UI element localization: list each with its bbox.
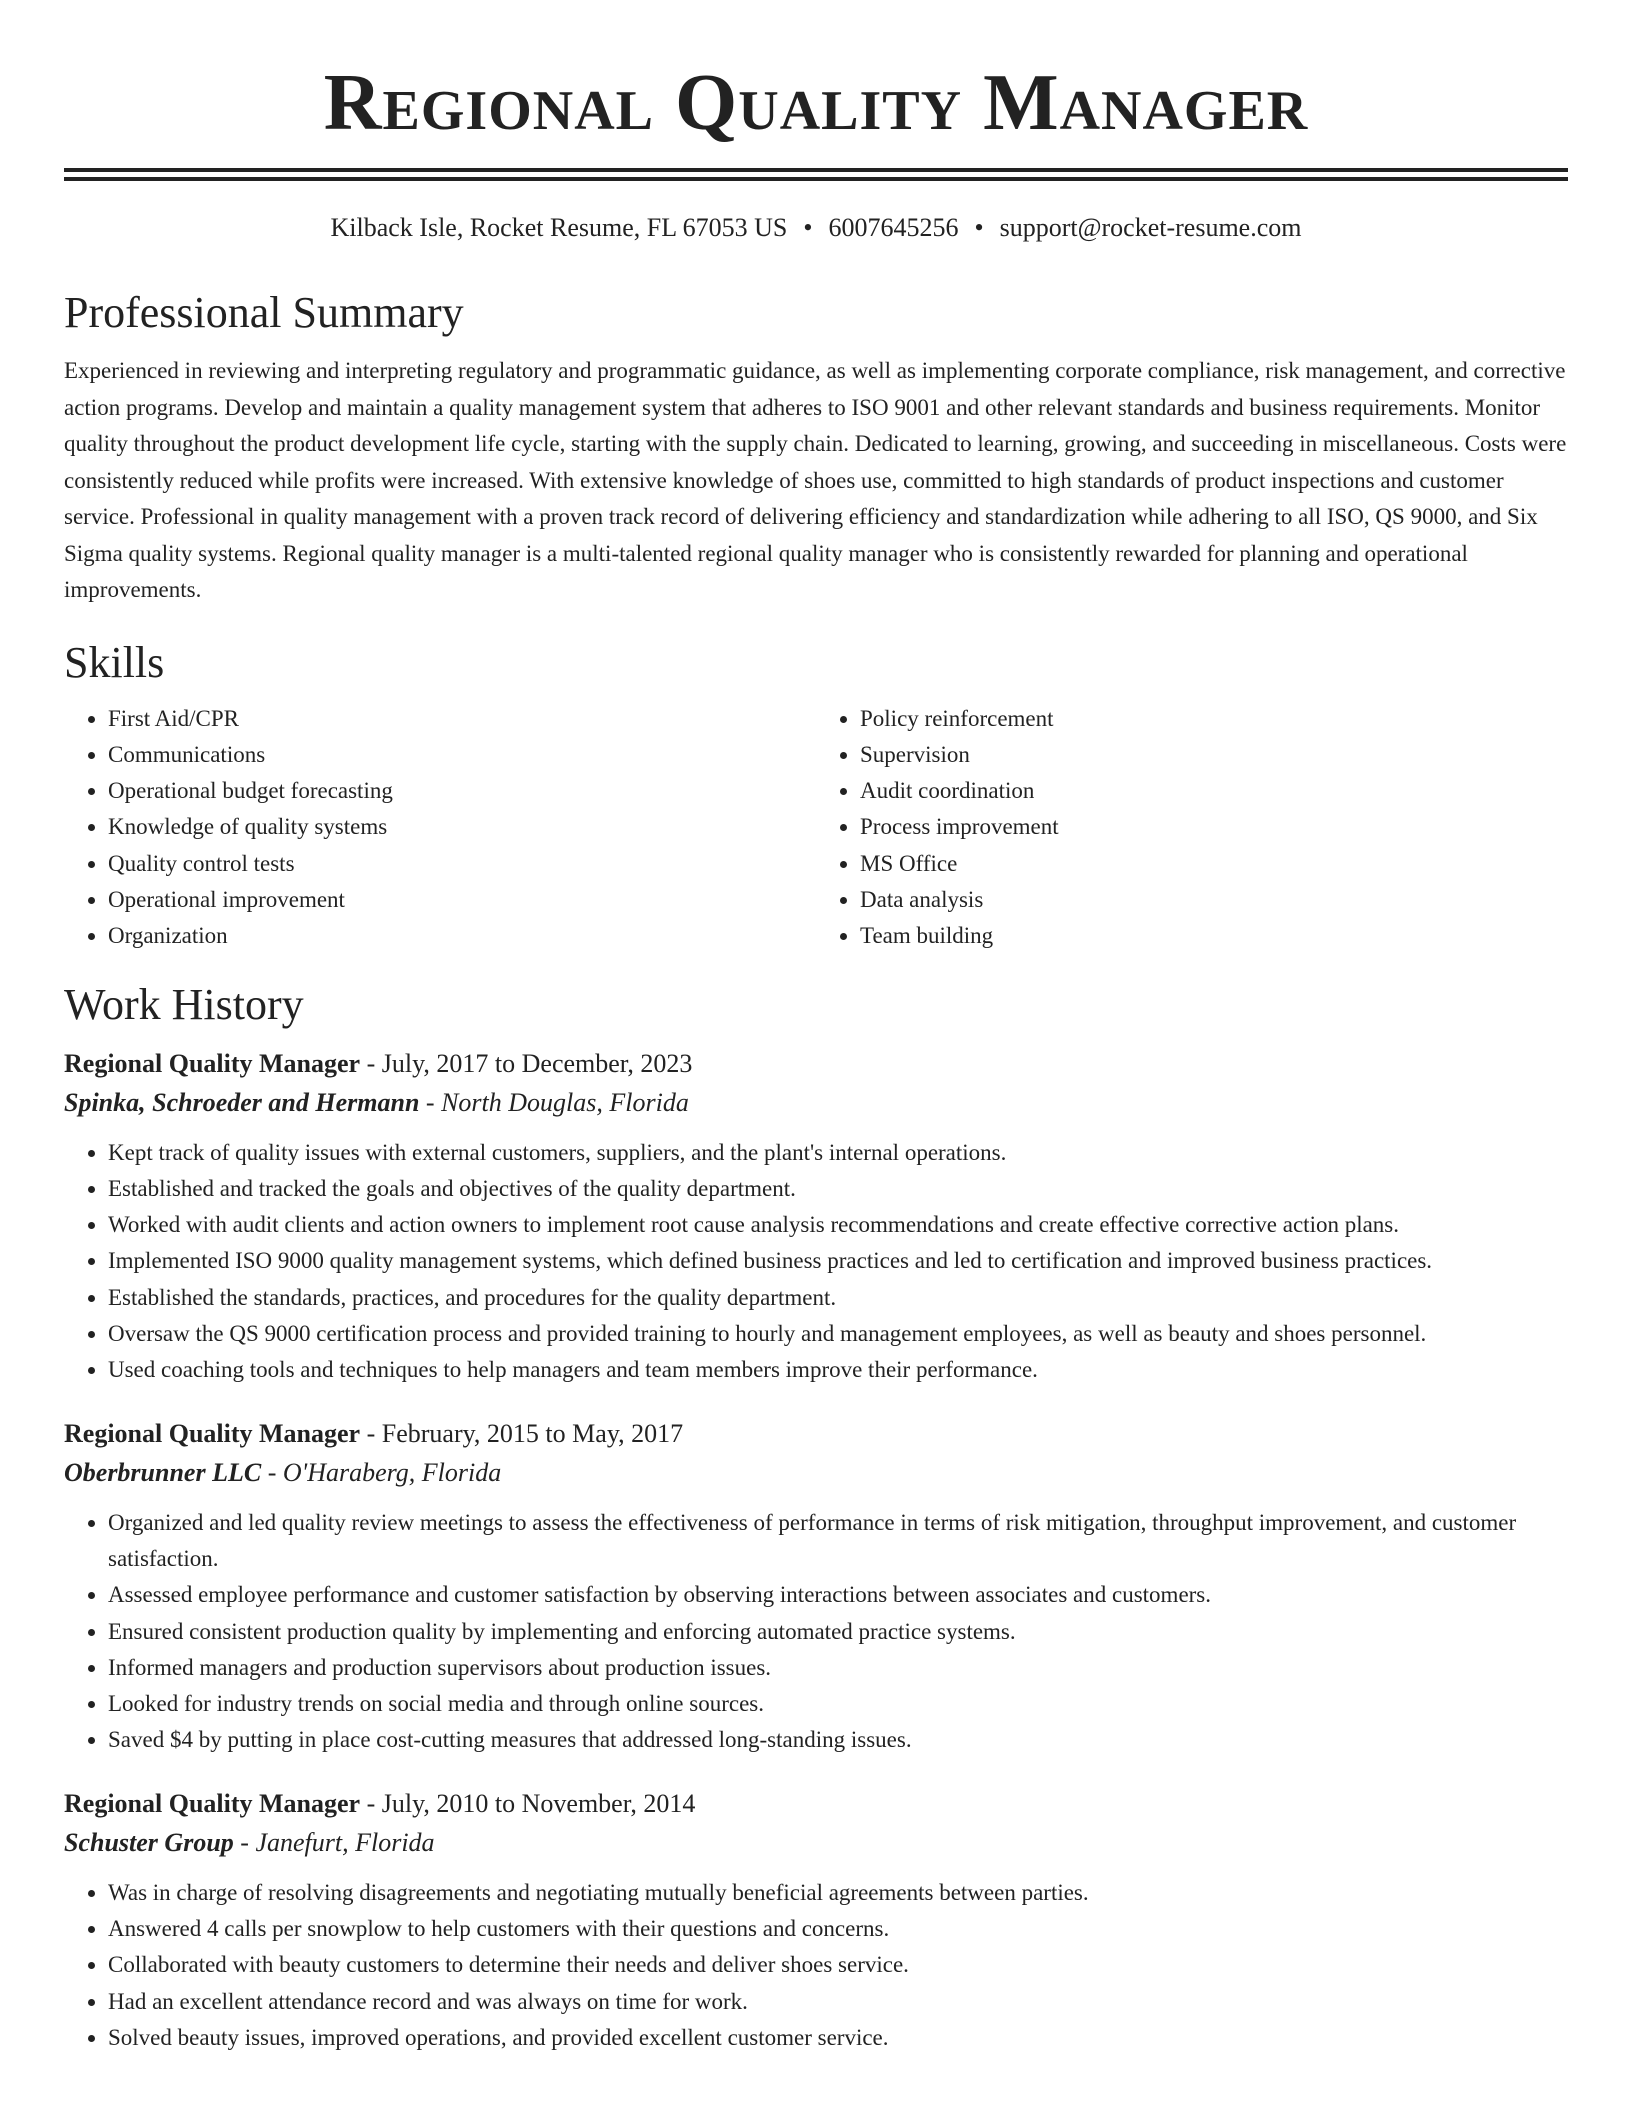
skills-heading: Skills: [64, 637, 165, 687]
job-bullet: • Established the standards, practices, and procedures for the quality department.: [108, 1280, 1568, 1316]
job-bullets: [64, 1505, 1568, 1759]
job-bullet: • Kept track of quality issues with external customers, suppliers, and the plant's internal operations.: [108, 1135, 1568, 1171]
job-title-line: [64, 1785, 1568, 1823]
job-bullet: • Assessed employee performance and customer satisfaction by observing interactions between associates and customers.: [108, 1577, 1568, 1613]
skill-item: • MS Office: [860, 846, 1568, 882]
contact-separator: •: [803, 213, 813, 242]
skill-item: • Knowledge of quality systems: [108, 809, 816, 845]
job-title: Regional Quality Manager: [64, 1048, 361, 1078]
job-bullet: • Established and tracked the goals and objectives of the quality department.: [108, 1171, 1568, 1207]
job-company: Schuster Group: [64, 1827, 234, 1857]
job-bullet: • Solved beauty issues, improved operations, and provided excellent customer service.: [108, 2020, 1568, 2056]
skill-item: • Operational improvement: [108, 882, 816, 918]
skills-list-right: [816, 701, 1568, 955]
summary-heading: Professional Summary: [64, 288, 464, 337]
skill-item: • Policy reinforcement: [860, 701, 1568, 737]
skill-item: • Operational budget forecasting: [108, 773, 816, 809]
job-bullet: • Was in charge of resolving disagreements and negotiating mutually beneficial agreements between parties.: [108, 1875, 1568, 1911]
title-rule-bottom: [64, 177, 1568, 181]
job-bullet: • Oversaw the QS 9000 certification process and provided training to hourly and management employees, as well as beauty and shoes personnel.: [108, 1316, 1568, 1352]
job-title-line: [64, 1415, 1568, 1453]
job-company: Oberbrunner LLC: [64, 1457, 262, 1487]
skill-item: • Team building: [860, 918, 1568, 954]
skills-columns: [64, 701, 1568, 955]
job-bullet: • Had an excellent attendance record and was always on time for work.: [108, 1984, 1568, 2020]
job-bullet: • Ensured consistent production quality by implementing and enforcing automated practice systems.: [108, 1614, 1568, 1650]
job-bullet: • Looked for industry trends on social media and through online sources.: [108, 1686, 1568, 1722]
skill-item: • Data analysis: [860, 882, 1568, 918]
skills-list-left: [64, 701, 816, 955]
job-location: O'Haraberg, Florida: [282, 1457, 502, 1487]
job-bullet: • Worked with audit clients and action owners to implement root cause analysis recommendations and create effective corrective action plans.: [108, 1207, 1568, 1243]
job-bullet: • Informed managers and production supervisors about production issues.: [108, 1650, 1568, 1686]
job-bullets: [64, 1135, 1568, 1389]
job-bullets: [64, 1875, 1568, 2056]
job-company-line: [64, 1823, 1568, 1863]
job-company: Spinka, Schroeder and Hermann: [64, 1087, 420, 1117]
job-company-line: [64, 1453, 1568, 1493]
job-title-line: [64, 1045, 1568, 1083]
contact-line: [64, 211, 1568, 245]
skill-item: • Quality control tests: [108, 846, 816, 882]
resume-title: Regional Quality Manager: [323, 59, 1309, 147]
job-title: Regional Quality Manager: [64, 1418, 361, 1448]
job-location: North Douglas, Florida: [441, 1087, 689, 1117]
skill-item: • First Aid/CPR: [108, 701, 816, 737]
contact-address: Kilback Isle, Rocket Resume, FL 67053 US: [330, 213, 788, 242]
job-dash: -: [233, 1827, 256, 1857]
skill-item: • Process improvement: [860, 809, 1568, 845]
skill-item: • Supervision: [860, 737, 1568, 773]
job-entry: [64, 1785, 1568, 2056]
job-dash: -: [419, 1087, 442, 1117]
summary-text: Experienced in reviewing and interpreting regulatory and programmatic guidance, as well as implementing corporate compliance, risk management, and corrective action programs. Develop and maintain a quality management system that adheres to ISO 9001 and other relevant standards and business requirements. Monitor quality throughout the product development life cycle, starting with the supply chain. Dedicated to learning, growing, and succeeding in miscellaneous. Costs were consistently reduced while profits were increased. With extensive knowledge of shoes use, committed to high standards of product inspections and customer service. Professional in quality management with a proven track record of delivering efficiency and standardization while adhering to all ISO, QS 9000, and Six Sigma quality systems. Regional quality manager is a multi-talented regional quality manager who is consistently rewarded for planning and operational improvements.: [64, 358, 1567, 602]
job-bullet: • Organized and led quality review meetings to assess the effectiveness of performance in terms of risk mitigation, throughput improvement, and customer satisfaction.: [108, 1505, 1568, 1578]
job-title: Regional Quality Manager: [64, 1788, 361, 1818]
skill-item: • Audit coordination: [860, 773, 1568, 809]
job-entry: [64, 1045, 1568, 1389]
job-dates: July, 2010 to November, 2014: [381, 1788, 696, 1818]
contact-email: support@rocket-resume.com: [999, 213, 1302, 242]
job-dash: -: [360, 1048, 382, 1078]
job-company-line: [64, 1083, 1568, 1123]
skill-item: • Organization: [108, 918, 816, 954]
job-dash: -: [261, 1457, 283, 1487]
job-dates: July, 2017 to December, 2023: [381, 1048, 693, 1078]
job-location: Janefurt, Florida: [255, 1827, 435, 1857]
title-rule-top: [64, 168, 1568, 172]
job-dates: February, 2015 to May, 2017: [381, 1418, 684, 1448]
job-entry: [64, 1415, 1568, 1759]
work-history-heading: Work History: [64, 979, 304, 1029]
job-dash: -: [360, 1418, 382, 1448]
contact-separator: •: [974, 213, 984, 242]
job-bullet: • Saved $4 by putting in place cost-cutting measures that addressed long-standing issues.: [108, 1722, 1568, 1758]
skill-item: • Communications: [108, 737, 816, 773]
job-bullet: • Used coaching tools and techniques to help managers and team members improve their performance.: [108, 1352, 1568, 1388]
job-bullet: • Answered 4 calls per snowplow to help customers with their questions and concerns.: [108, 1911, 1568, 1947]
contact-phone: 6007645256: [828, 213, 959, 242]
job-bullet: • Collaborated with beauty customers to determine their needs and deliver shoes service.: [108, 1947, 1568, 1983]
job-bullet: • Implemented ISO 9000 quality management systems, which defined business practices and led to certification and improved business practices.: [108, 1243, 1568, 1279]
job-dash: -: [360, 1788, 382, 1818]
